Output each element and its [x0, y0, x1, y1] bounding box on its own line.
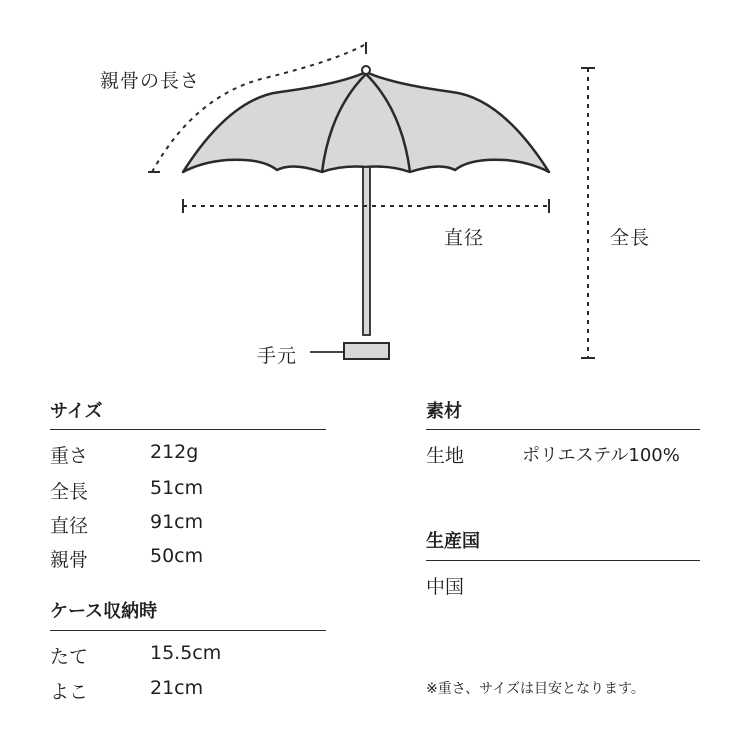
handle-label: 手元: [257, 345, 298, 367]
size-row-label: 親骨: [50, 549, 89, 571]
size-row-label: 重さ: [50, 445, 89, 467]
size-row-label: 全長: [50, 481, 89, 503]
material-row-label: 生地: [426, 445, 465, 467]
case-section-title: ケース収納時: [50, 601, 158, 622]
material-section-divider: [426, 429, 700, 430]
case-row-value: 15.5cm: [150, 642, 222, 664]
material-row-value: ポリエステル100%: [522, 445, 680, 466]
umbrella-canopy: [183, 72, 549, 172]
case-row-label: たて: [50, 646, 89, 668]
footnote: ※重さ、サイズは目安となります。: [426, 681, 645, 697]
size-row-label: 直径: [50, 515, 89, 537]
material-section-title: 素材: [426, 401, 462, 422]
origin-value: 中国: [426, 576, 465, 598]
case-row-value: 21cm: [150, 677, 204, 699]
umbrella-tip: [362, 66, 370, 74]
size-row-value: 51cm: [150, 477, 204, 499]
size-section-title: サイズ: [50, 401, 103, 422]
diameter-label: 直径: [444, 227, 485, 249]
size-row-value: 91cm: [150, 511, 204, 533]
origin-section-divider: [426, 560, 700, 561]
origin-section-title: 生産国: [426, 531, 480, 552]
rib-length-label: 親骨の長さ: [100, 70, 201, 92]
umbrella-handle: [344, 343, 389, 359]
umbrella-shaft: [363, 167, 370, 335]
total-length-label: 全長: [610, 227, 651, 249]
case-row-label: よこ: [50, 681, 89, 703]
size-row-value: 212g: [150, 441, 199, 463]
size-row-value: 50cm: [150, 545, 204, 567]
size-section-divider: [50, 429, 326, 430]
case-section-divider: [50, 630, 326, 631]
